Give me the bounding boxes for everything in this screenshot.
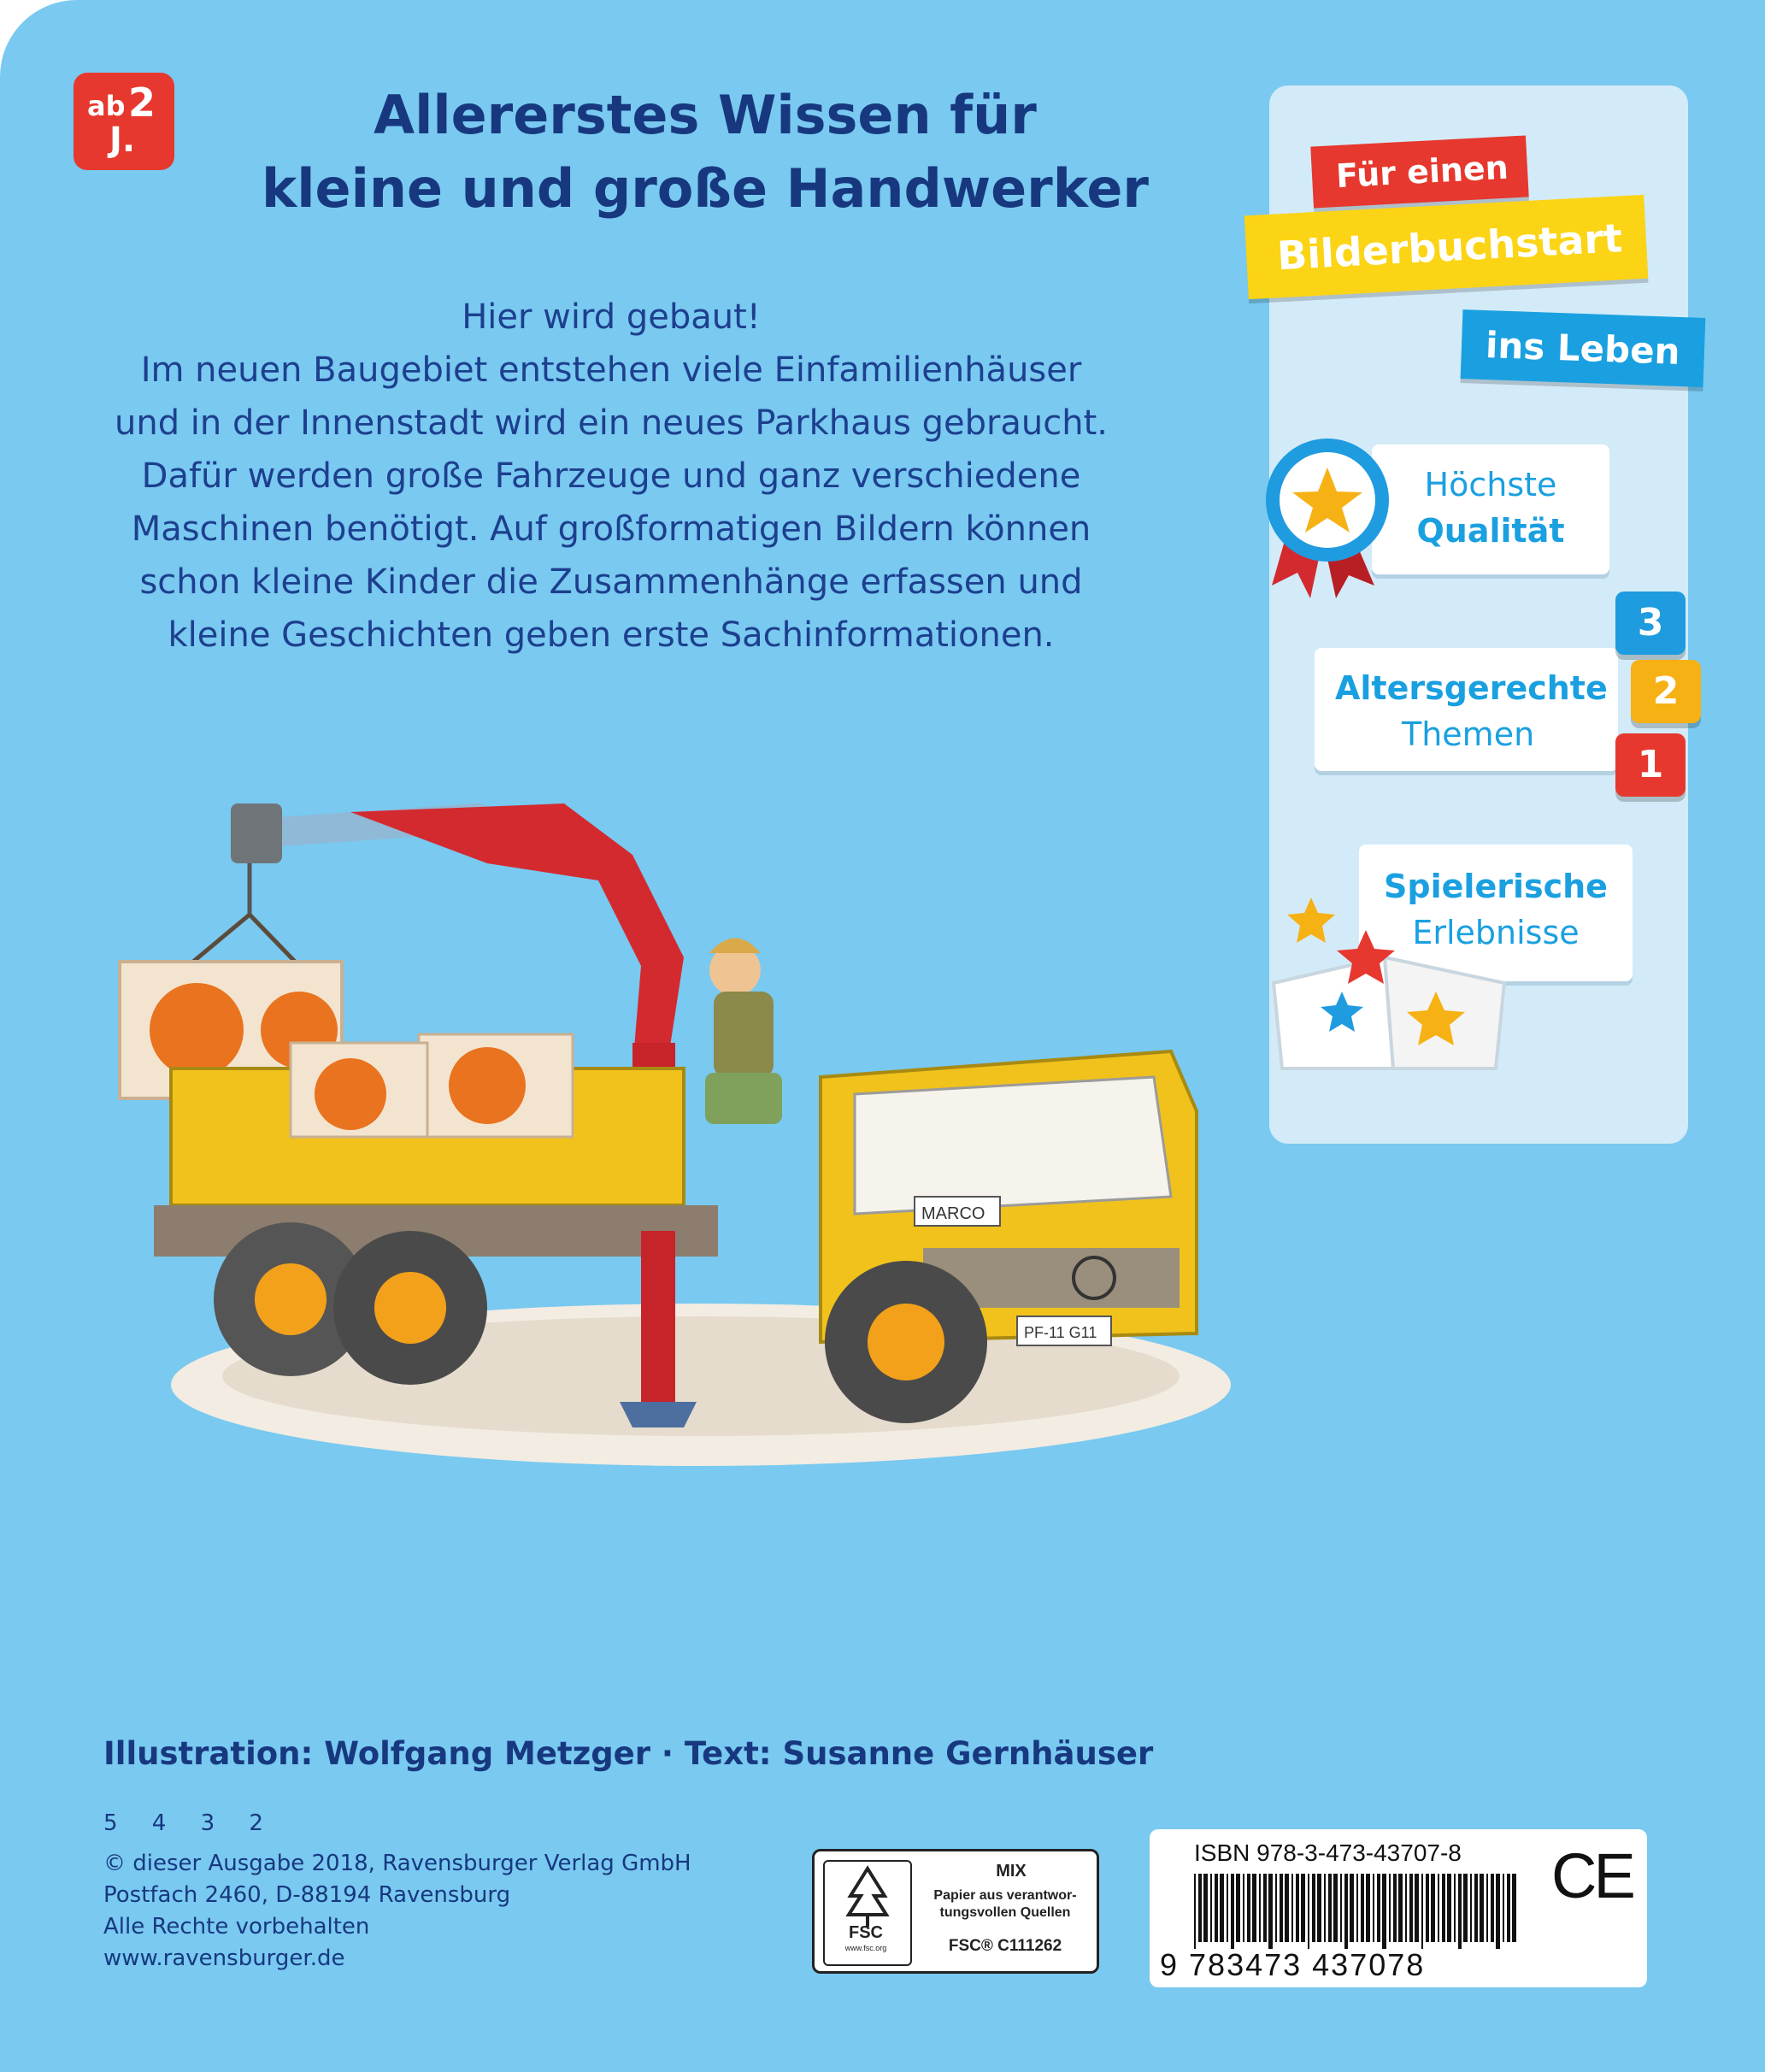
barcode-bar xyxy=(1268,1874,1273,1949)
barcode-bar xyxy=(1312,1874,1315,1942)
barcode-bar xyxy=(1421,1874,1423,1949)
stabilizer-leg xyxy=(641,1231,675,1402)
quality-line-2: Qualität xyxy=(1416,512,1565,550)
barcode-bar xyxy=(1431,1874,1435,1942)
description-line: Hier wird gebaut! xyxy=(462,297,761,337)
isbn-barcode-box xyxy=(1150,1829,1647,1987)
barcode-bar xyxy=(1491,1874,1494,1942)
description-text xyxy=(111,291,1111,662)
barcode-bar xyxy=(1454,1874,1456,1942)
barcode xyxy=(1194,1874,1519,1949)
flag-ins-leben: ins Leben xyxy=(1461,309,1705,387)
cab-nameplate: MARCO xyxy=(921,1204,985,1223)
number-cube-1: 1 xyxy=(1615,733,1686,797)
fsc-code: FSC® C111262 xyxy=(948,1937,1062,1955)
barcode-bar xyxy=(1243,1874,1244,1942)
barcode-bar xyxy=(1470,1874,1472,1942)
fsc-label xyxy=(812,1849,1099,1974)
barcode-bar xyxy=(1340,1874,1342,1942)
fsc-url: www.fsc.org xyxy=(844,1944,887,1952)
open-book-icon xyxy=(1265,880,1513,1086)
title-line: kleine und große Handwerker xyxy=(262,157,1149,220)
description-line: und in der Innenstadt wird ein neues Parkhaus gebraucht. xyxy=(114,403,1109,443)
barcode-bar xyxy=(1480,1874,1484,1942)
play-line-2: Erlebnisse xyxy=(1412,914,1580,951)
barcode-bar xyxy=(1442,1874,1445,1942)
barcode-bar xyxy=(1415,1874,1419,1942)
flag-fuer-einen: Für einen xyxy=(1310,135,1528,208)
imprint-line: © dieser Ausgabe 2018, Ravensburger Verlag GmbH xyxy=(103,1851,691,1876)
barcode-bar xyxy=(1194,1874,1196,1949)
barcode-bar xyxy=(1296,1874,1299,1942)
imprint xyxy=(103,1848,691,1975)
description-line: Dafür werden große Fahrzeuge und ganz verschiedene xyxy=(141,456,1081,496)
fsc-description xyxy=(915,1887,1095,1922)
imprint-line: Postfach 2460, D-88194 Ravensburg xyxy=(103,1882,511,1908)
title-line: Allererstes Wissen für xyxy=(374,84,1037,146)
barcode-bar xyxy=(1366,1874,1370,1942)
fsc-mix: MIX xyxy=(996,1862,1027,1881)
print-run: 5 4 3 2 xyxy=(103,1810,277,1836)
tree-icon xyxy=(825,1862,910,1930)
rosette-star-icon xyxy=(1255,432,1400,603)
crane-operator xyxy=(705,939,782,1125)
isbn-text: ISBN 978-3-473-43707-8 xyxy=(1194,1839,1462,1866)
credits-line: Illustration: Wolfgang Metzger · Text: Susanne Gernhäuser xyxy=(103,1735,1154,1772)
barcode-bar xyxy=(1361,1874,1364,1942)
age-line-1: Altersgerechte xyxy=(1335,669,1608,707)
barcode-bar xyxy=(1389,1874,1391,1942)
imprint-line: www.ravensburger.de xyxy=(103,1945,345,1971)
barcode-bar xyxy=(1236,1874,1240,1942)
barcode-bar xyxy=(1438,1874,1439,1942)
barcode-bar xyxy=(1291,1874,1293,1942)
barcode-bar xyxy=(1398,1874,1403,1942)
barcode-bar xyxy=(1409,1874,1413,1942)
barcode-bar xyxy=(1210,1874,1212,1942)
barcode-bar xyxy=(1215,1874,1218,1942)
barcode-bar xyxy=(1463,1874,1468,1942)
barcode-bar xyxy=(1447,1874,1451,1942)
barcode-bar xyxy=(1317,1874,1321,1942)
barcode-bar xyxy=(1227,1874,1228,1942)
barcode-bar xyxy=(1405,1874,1407,1942)
barcode-bar xyxy=(1393,1874,1397,1942)
quality-line-1: Höchste xyxy=(1424,466,1557,503)
barcode-bar xyxy=(1512,1874,1516,1942)
barcode-bar xyxy=(1486,1874,1488,1942)
description-line: kleine Geschichten geben erste Sachinformationen. xyxy=(168,615,1055,655)
barcode-bar xyxy=(1458,1874,1462,1949)
description-line: schon kleine Kinder die Zusammenhänge erfassen und xyxy=(139,562,1083,602)
license-plate: PF-11 G11 xyxy=(1024,1324,1097,1341)
barcode-bar xyxy=(1382,1874,1386,1949)
imprint-line: Alle Rechte vorbehalten xyxy=(103,1914,370,1940)
age-themes-card xyxy=(1315,648,1618,771)
ce-mark: CE xyxy=(1551,1840,1633,1911)
description-line: Maschinen benötigt. Auf großformatigen Bildern können xyxy=(131,509,1091,549)
barcode-bar xyxy=(1203,1874,1208,1942)
quality-card xyxy=(1372,444,1609,574)
barcode-bar xyxy=(1285,1874,1289,1942)
fsc-description-line: tungsvollen Quellen xyxy=(939,1905,1071,1920)
barcode-bar xyxy=(1373,1874,1374,1942)
barcode-digits: 9 783473 437078 xyxy=(1160,1947,1426,1982)
barcode-bar xyxy=(1507,1874,1510,1942)
barcode-bar xyxy=(1350,1874,1354,1942)
fsc-description-line: Papier aus verantwor- xyxy=(933,1888,1077,1903)
age-prefix: ab xyxy=(87,90,126,122)
flag-bilderbuchstart: Bilderbuchstart xyxy=(1244,195,1649,299)
barcode-bar xyxy=(1474,1874,1478,1942)
page-title xyxy=(214,79,1197,226)
age-number: 2 xyxy=(128,79,156,126)
crane-truck-illustration xyxy=(85,786,1265,1496)
barcode-bar xyxy=(1301,1874,1305,1942)
barcode-bar xyxy=(1344,1874,1348,1949)
play-line-1: Spielerische xyxy=(1384,868,1608,905)
truck-bed xyxy=(154,1034,718,1257)
barcode-bar xyxy=(1308,1874,1309,1949)
barcode-bar xyxy=(1263,1874,1267,1942)
description-line: Im neuen Baugebiet entstehen viele Einfamilienhäuser xyxy=(140,350,1082,390)
age-badge xyxy=(74,73,174,170)
barcode-bar xyxy=(1280,1874,1283,1942)
age-line-2: Themen xyxy=(1402,715,1535,753)
barcode-bar xyxy=(1503,1874,1504,1942)
fsc-logo-word: FSC xyxy=(849,1923,883,1942)
barcode-bar xyxy=(1259,1874,1261,1942)
barcode-bar xyxy=(1377,1874,1380,1942)
number-cube-3: 3 xyxy=(1615,592,1686,655)
barcode-bar xyxy=(1231,1874,1234,1949)
barcode-bar xyxy=(1426,1874,1429,1942)
age-unit: J. xyxy=(109,121,136,160)
barcode-bar xyxy=(1247,1874,1250,1942)
barcode-bar xyxy=(1275,1874,1277,1942)
barcode-bar xyxy=(1356,1874,1358,1942)
barcode-bar xyxy=(1496,1874,1500,1949)
number-cube-2: 2 xyxy=(1631,660,1701,723)
barcode-bar xyxy=(1220,1874,1224,1942)
barcode-bar xyxy=(1328,1874,1332,1942)
barcode-bar xyxy=(1324,1874,1326,1942)
barcode-bar xyxy=(1333,1874,1338,1942)
barcode-bar xyxy=(1198,1874,1202,1942)
barcode-bar xyxy=(1252,1874,1256,1942)
